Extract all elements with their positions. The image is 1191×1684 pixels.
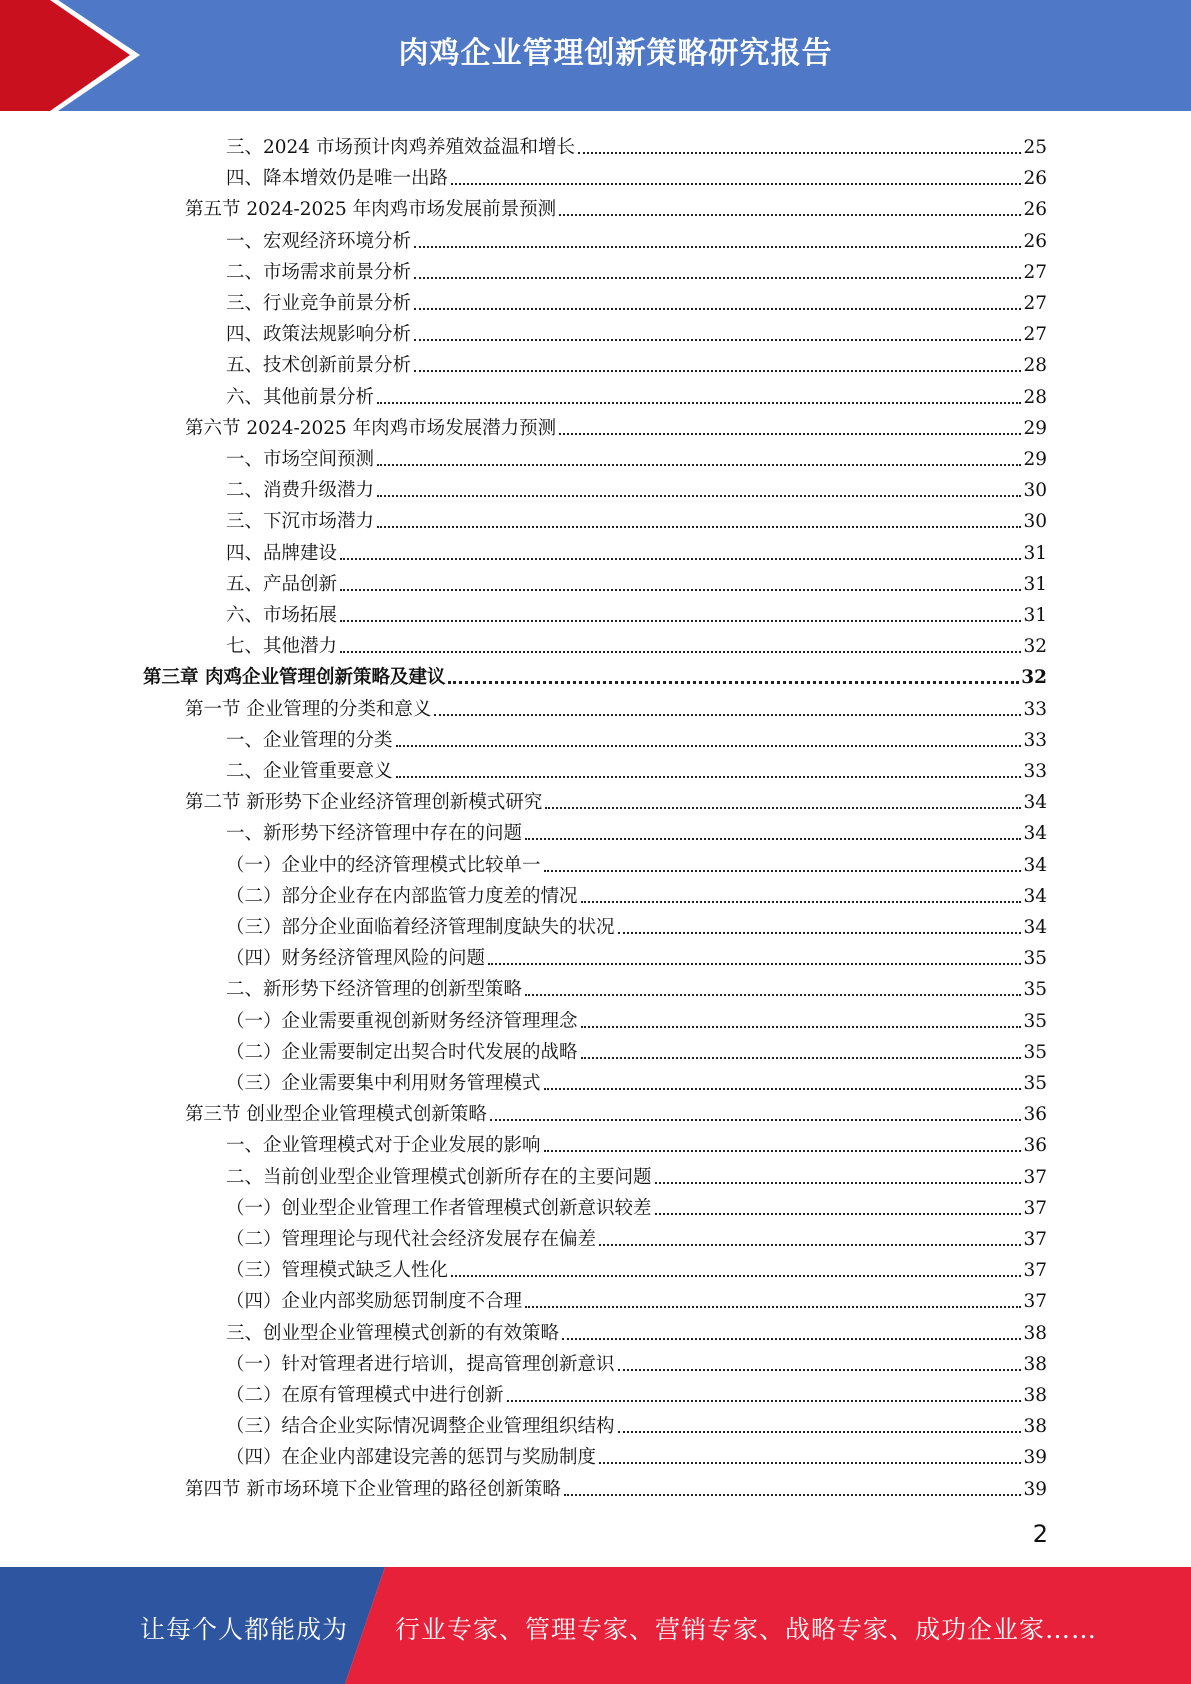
toc-entry-page: 26 bbox=[1023, 168, 1047, 190]
toc-dot-leader bbox=[377, 402, 1021, 404]
toc-entry-page: 35 bbox=[1023, 979, 1047, 1001]
toc-entry[interactable] bbox=[226, 1438, 1047, 1469]
toc-entry-title: （一）企业需要重视创新财务经济管理理念 bbox=[226, 1010, 578, 1032]
toc-entry-title: 一、新形势下经济管理中存在的问题 bbox=[226, 823, 523, 845]
toc-entry-page: 39 bbox=[1023, 1447, 1047, 1469]
toc-entry-title: （三）结合企业实际情况调整企业管理组织结构 bbox=[226, 1416, 615, 1438]
toc-dot-leader bbox=[564, 1494, 1022, 1496]
toc-entry-page: 38 bbox=[1023, 1385, 1047, 1406]
toc-entry-title: 四、品牌建设 bbox=[226, 542, 338, 564]
toc-entry-title: （三）部分企业面临着经济管理制度缺失的状况 bbox=[226, 917, 615, 938]
toc-dot-leader bbox=[578, 152, 1021, 154]
toc-entry[interactable] bbox=[226, 627, 1047, 658]
toc-entry[interactable] bbox=[226, 1033, 1047, 1064]
toc-entry[interactable] bbox=[226, 565, 1047, 596]
toc-dot-leader bbox=[599, 1462, 1021, 1464]
toc-entry-title: 三、行业竞争前景分析 bbox=[226, 293, 412, 314]
toc-entry[interactable] bbox=[226, 908, 1047, 939]
toc-dot-leader bbox=[490, 1119, 1022, 1121]
toc-entry-title: 四、政策法规影响分析 bbox=[226, 324, 412, 346]
toc-entry[interactable] bbox=[226, 846, 1047, 877]
toc-entry-page: 34 bbox=[1023, 854, 1047, 876]
toc-entry-page: 29 bbox=[1023, 417, 1047, 439]
toc-entry-page: 27 bbox=[1023, 324, 1047, 346]
toc-entry-title: 第三章 肉鸡企业管理创新策略及建议 bbox=[143, 667, 446, 689]
toc-dot-leader bbox=[559, 433, 1021, 435]
toc-entry[interactable] bbox=[226, 378, 1047, 409]
toc-entry-title: 第四节 新市场环境下企业管理的路径创新策略 bbox=[185, 1478, 561, 1500]
toc-dot-leader bbox=[525, 994, 1021, 996]
footer-slogan-right: 行业专家、管理专家、营销专家、战略专家、成功企业家…… bbox=[395, 1615, 1098, 1644]
toc-entry-title: 四、降本增效仍是唯一出路 bbox=[226, 168, 449, 190]
toc-entry-page: 33 bbox=[1023, 761, 1047, 782]
toc-entry[interactable] bbox=[226, 1220, 1047, 1251]
toc-entry[interactable] bbox=[185, 190, 1047, 221]
toc-entry[interactable] bbox=[226, 1407, 1047, 1438]
toc-entry-title: 第一节 企业管理的分类和意义 bbox=[185, 698, 432, 720]
toc-dot-leader bbox=[448, 681, 1019, 684]
page-footer bbox=[0, 1567, 1191, 1684]
page-number: 2 bbox=[1032, 1520, 1048, 1548]
toc-entry-page: 35 bbox=[1023, 1041, 1047, 1063]
toc-entry-page: 27 bbox=[1023, 293, 1047, 314]
toc-entry-title: （二）管理理论与现代社会经济发展存在偏差 bbox=[226, 1229, 597, 1250]
toc-entry-page: 26 bbox=[1023, 230, 1047, 252]
toc-dot-leader bbox=[340, 620, 1021, 622]
toc-entry-title: 第六节 2024-2025 年肉鸡市场发展潜力预测 bbox=[185, 417, 557, 439]
toc-entry[interactable] bbox=[226, 596, 1047, 627]
toc-dot-leader bbox=[414, 277, 1021, 279]
toc-entry-title: 三、下沉市场潜力 bbox=[226, 511, 375, 533]
toc-entry-page: 34 bbox=[1023, 823, 1047, 845]
toc-entry[interactable] bbox=[226, 1376, 1047, 1407]
toc-entry[interactable] bbox=[226, 1282, 1047, 1313]
toc-dot-leader bbox=[396, 745, 1022, 747]
toc-dot-leader bbox=[562, 1338, 1021, 1340]
toc-dot-leader bbox=[618, 932, 1022, 934]
toc-entry-page: 34 bbox=[1023, 885, 1047, 907]
toc-entry[interactable] bbox=[226, 253, 1047, 284]
toc-entry-title: 第三节 创业型企业管理模式创新策略 bbox=[185, 1104, 487, 1126]
toc-entry-page: 37 bbox=[1023, 1260, 1047, 1282]
toc-entry-title: 五、产品创新 bbox=[226, 573, 338, 595]
toc-entry-title: 二、当前创业型企业管理模式创新所存在的主要问题 bbox=[226, 1166, 652, 1188]
toc-entry-page: 34 bbox=[1023, 917, 1047, 938]
toc-entry-page: 30 bbox=[1023, 480, 1047, 502]
toc-entry[interactable] bbox=[185, 1470, 1047, 1501]
toc-entry-title: （四）企业内部奖励惩罚制度不合理 bbox=[226, 1291, 523, 1313]
toc-entry-title: 七、其他潜力 bbox=[226, 636, 338, 658]
toc-dot-leader bbox=[599, 1244, 1021, 1246]
toc-entry-page: 28 bbox=[1023, 386, 1047, 408]
toc-entry[interactable] bbox=[226, 534, 1047, 565]
toc-entry-title: （一）针对管理者进行培训，提高管理创新意识 bbox=[226, 1353, 615, 1375]
toc-entry-page: 36 bbox=[1023, 1104, 1047, 1126]
toc-entry[interactable] bbox=[226, 970, 1047, 1001]
toc-entry-title: （二）企业需要制定出契合时代发展的战略 bbox=[226, 1041, 578, 1063]
toc-entry[interactable] bbox=[226, 1126, 1047, 1157]
toc-entry-page: 34 bbox=[1023, 792, 1047, 814]
toc-dot-leader bbox=[618, 1431, 1022, 1433]
toc-entry-page: 30 bbox=[1023, 511, 1047, 533]
toc-dot-leader bbox=[340, 558, 1021, 560]
toc-entry-title: 二、企业管重要意义 bbox=[226, 761, 393, 782]
toc-entry-title: （一）创业型企业管理工作者管理模式创新意识较差 bbox=[226, 1197, 652, 1219]
toc-entry-page: 25 bbox=[1023, 137, 1047, 158]
toc-entry-page: 32 bbox=[1021, 667, 1047, 689]
toc-entry-page: 28 bbox=[1023, 355, 1047, 377]
toc-dot-leader bbox=[377, 526, 1021, 528]
toc-entry-page: 37 bbox=[1023, 1166, 1047, 1188]
toc-dot-leader bbox=[414, 308, 1021, 310]
toc-entry-page: 35 bbox=[1023, 1073, 1047, 1094]
toc-entry-page: 37 bbox=[1023, 1291, 1047, 1313]
toc-dot-leader bbox=[414, 339, 1021, 341]
toc-entry[interactable] bbox=[226, 284, 1047, 315]
toc-entry[interactable] bbox=[226, 440, 1047, 471]
toc-entry-title: （二）在原有管理模式中进行创新 bbox=[226, 1385, 504, 1406]
toc-dot-leader bbox=[340, 651, 1021, 653]
footer-slogan-left: 让每个人都能成为 bbox=[140, 1615, 349, 1644]
toc-entry-page: 35 bbox=[1023, 1010, 1047, 1032]
toc-entry-page: 36 bbox=[1023, 1135, 1047, 1157]
toc-entry-title: 第五节 2024-2025 年肉鸡市场发展前景预测 bbox=[185, 199, 557, 221]
toc-entry-page: 37 bbox=[1023, 1197, 1047, 1219]
toc-entry-page: 39 bbox=[1023, 1478, 1047, 1500]
toc-entry[interactable] bbox=[226, 1002, 1047, 1033]
toc-entry-page: 33 bbox=[1023, 729, 1047, 751]
toc-entry-title: （四）财务经济管理风险的问题 bbox=[226, 948, 486, 970]
toc-dot-leader bbox=[525, 1306, 1021, 1308]
toc-entry[interactable] bbox=[226, 721, 1047, 752]
toc-entry-page: 29 bbox=[1023, 449, 1047, 470]
toc-entry[interactable] bbox=[226, 315, 1047, 346]
toc-entry[interactable] bbox=[226, 222, 1047, 253]
toc-entry-title: 一、宏观经济环境分析 bbox=[226, 230, 412, 252]
toc-entry-title: （三）企业需要集中利用财务管理模式 bbox=[226, 1073, 541, 1094]
toc-dot-leader bbox=[581, 1026, 1022, 1028]
toc-dot-leader bbox=[581, 901, 1022, 903]
toc-entry-page: 31 bbox=[1023, 542, 1047, 564]
toc-entry[interactable] bbox=[226, 814, 1047, 845]
toc-entry-title: 五、技术创新前景分析 bbox=[226, 355, 412, 377]
toc-dot-leader bbox=[340, 589, 1021, 591]
toc-dot-leader bbox=[545, 807, 1021, 809]
toc-dot-leader bbox=[544, 870, 1022, 872]
toc-entry[interactable] bbox=[226, 1189, 1047, 1220]
toc-dot-leader bbox=[655, 1213, 1022, 1215]
toc-dot-leader bbox=[581, 1057, 1022, 1059]
toc-entry[interactable] bbox=[226, 159, 1047, 190]
toc-dot-leader bbox=[544, 1088, 1022, 1090]
toc-entry-title: 三、2024 市场预计肉鸡养殖效益温和增长 bbox=[226, 137, 575, 158]
toc-entry[interactable] bbox=[185, 1095, 1047, 1126]
toc-entry[interactable] bbox=[226, 502, 1047, 533]
toc-dot-leader bbox=[451, 183, 1021, 185]
toc-dot-leader bbox=[655, 1182, 1022, 1184]
toc-dot-leader bbox=[377, 495, 1021, 497]
toc-dot-leader bbox=[507, 1400, 1022, 1402]
toc-dot-leader bbox=[618, 1369, 1022, 1371]
toc-entry-title: 三、创业型企业管理模式创新的有效策略 bbox=[226, 1322, 560, 1344]
toc-entry-title: （一）企业中的经济管理模式比较单一 bbox=[226, 854, 541, 876]
toc-entry-page: 37 bbox=[1023, 1229, 1047, 1250]
document-title: 肉鸡企业管理创新策略研究报告 bbox=[398, 36, 833, 71]
toc-entry-page: 38 bbox=[1023, 1353, 1047, 1375]
toc-entry[interactable] bbox=[226, 128, 1047, 159]
toc-entry[interactable] bbox=[226, 1251, 1047, 1282]
toc-dot-leader bbox=[434, 714, 1021, 716]
toc-entry-title: 六、市场拓展 bbox=[226, 605, 338, 626]
toc-entry[interactable] bbox=[226, 1345, 1047, 1376]
toc-entry[interactable] bbox=[226, 1064, 1047, 1095]
toc-dot-leader bbox=[544, 1150, 1022, 1152]
toc-entry[interactable] bbox=[226, 752, 1047, 783]
toc-entry-page: 26 bbox=[1023, 199, 1047, 221]
toc-entry-title: 二、新形势下经济管理的创新型策略 bbox=[226, 979, 523, 1001]
toc-entry-title: 第二节 新形势下企业经济管理创新模式研究 bbox=[185, 792, 543, 814]
toc-dot-leader bbox=[377, 464, 1021, 466]
toc-entry[interactable] bbox=[226, 939, 1047, 970]
toc-dot-leader bbox=[451, 1275, 1021, 1277]
toc-entry[interactable] bbox=[226, 471, 1047, 502]
toc-dot-leader bbox=[525, 838, 1021, 840]
toc-dot-leader bbox=[559, 214, 1021, 216]
toc-entry-title: （四）在企业内部建设完善的惩罚与奖励制度 bbox=[226, 1447, 597, 1469]
toc-entry-title: 一、企业管理模式对于企业发展的影响 bbox=[226, 1135, 541, 1157]
toc-entry[interactable] bbox=[185, 409, 1047, 440]
toc-dot-leader bbox=[414, 370, 1021, 372]
toc-dot-leader bbox=[414, 246, 1021, 248]
toc-entry-page: 38 bbox=[1023, 1416, 1047, 1438]
toc-entry-title: 六、其他前景分析 bbox=[226, 386, 375, 408]
toc-entry-page: 38 bbox=[1023, 1322, 1047, 1344]
toc-dot-leader bbox=[396, 776, 1022, 778]
toc-entry[interactable] bbox=[226, 1314, 1047, 1345]
toc-entry-title: 一、企业管理的分类 bbox=[226, 729, 393, 751]
toc-entry-title: （二）部分企业存在内部监管力度差的情况 bbox=[226, 885, 578, 907]
toc-entry[interactable] bbox=[226, 1158, 1047, 1189]
toc-entry[interactable] bbox=[143, 658, 1047, 689]
toc-entry-page: 27 bbox=[1023, 261, 1047, 283]
toc-dot-leader bbox=[488, 963, 1021, 965]
page-header bbox=[0, 0, 1191, 111]
toc-entry-title: （三）管理模式缺乏人性化 bbox=[226, 1260, 449, 1282]
toc-entry[interactable] bbox=[185, 783, 1047, 814]
toc-entry-title: 二、市场需求前景分析 bbox=[226, 261, 412, 283]
toc-entry[interactable] bbox=[185, 690, 1047, 721]
toc-entry-page: 33 bbox=[1023, 698, 1047, 720]
toc-entry-title: 二、消费升级潜力 bbox=[226, 480, 375, 502]
toc-entry-page: 31 bbox=[1023, 573, 1047, 595]
toc-entry[interactable] bbox=[226, 346, 1047, 377]
toc-entry-page: 32 bbox=[1023, 636, 1047, 658]
toc-entry-page: 31 bbox=[1023, 605, 1047, 626]
toc-entry-page: 35 bbox=[1023, 948, 1047, 970]
toc-entry[interactable] bbox=[226, 877, 1047, 908]
toc-entry-title: 一、市场空间预测 bbox=[226, 449, 375, 470]
